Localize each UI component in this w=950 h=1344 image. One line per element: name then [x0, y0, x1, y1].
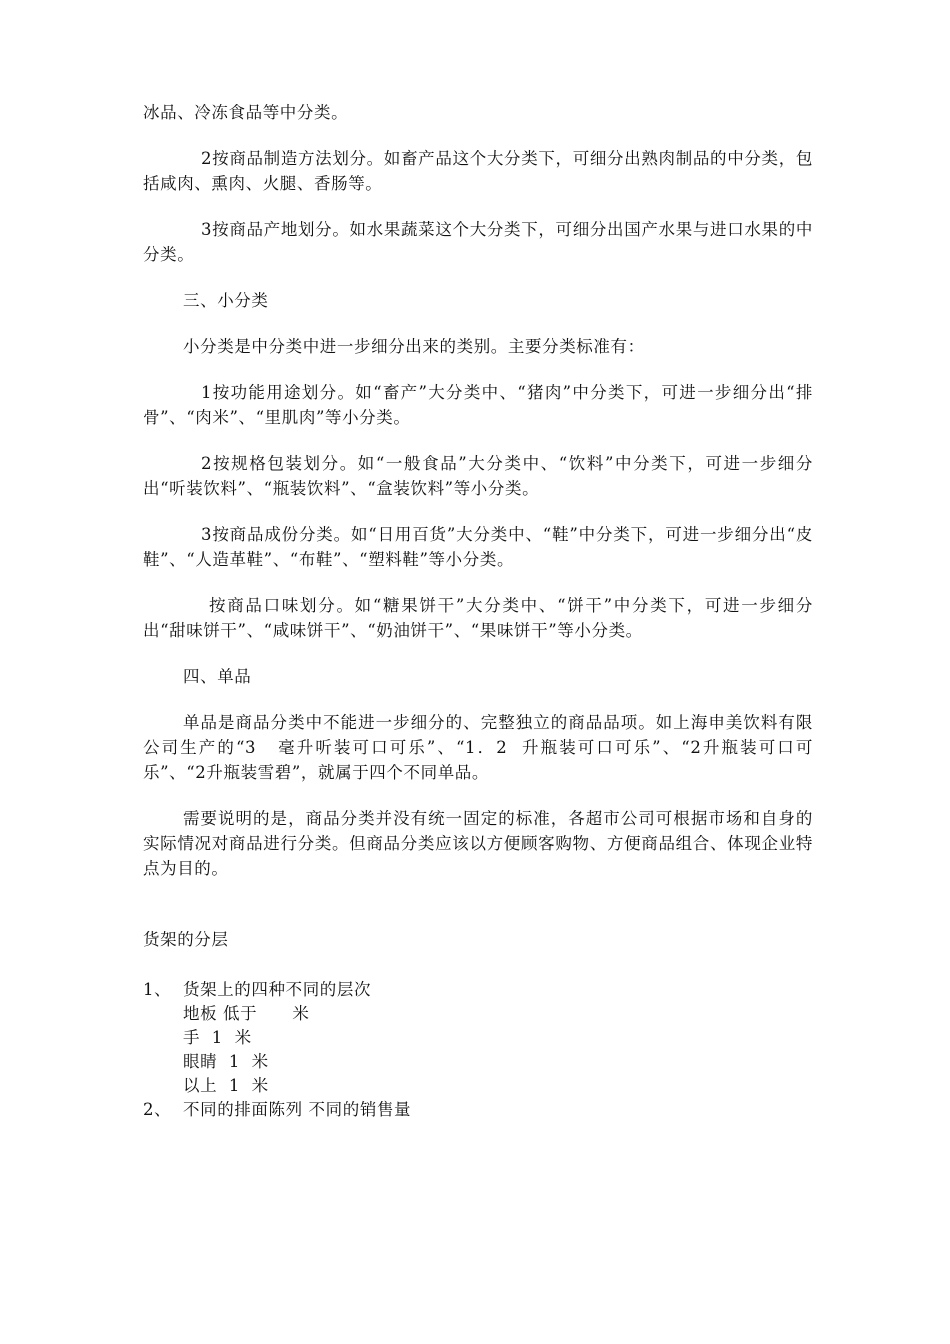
paragraph-manufacturing-method: 2按商品制造方法划分。如畜产品这个大分类下，可细分出熟肉制品的中分类，包括咸肉、熏肉、火腿、香肠等。 [143, 149, 813, 193]
shelf-layer-title: 货架的分层 [143, 930, 229, 949]
list-item-number: 1、 [143, 980, 172, 999]
paragraph-note: 需要说明的是，商品分类并没有统一固定的标准，各超市公司可根据市场和自身的实际情况对商品进行分类。但商品分类应该以方便顾客购物、方便商品组合、体现企业特点为目的。 [143, 809, 813, 878]
paragraph-spec-packaging: 2按规格包装划分。如“一般食品”大分类中、“饮料”中分类下，可进一步细分出“听装饮料”、“瓶装饮料”、“盒装饮料”等小分类。 [143, 454, 813, 498]
sub-item-above: 以上 1 米 [183, 1076, 269, 1095]
list-item-text: 货架上的四种不同的层次 [183, 980, 372, 999]
sub-item-hand: 手 1 米 [183, 1028, 252, 1047]
section-heading-small-category: 三、小分类 [183, 291, 269, 310]
paragraph-function-use: 1按功能用途划分。如“畜产”大分类中、“猪肉”中分类下，可进一步细分出“排骨”、“肉米”、“里肌肉”等小分类。 [143, 383, 813, 427]
paragraph-origin: 3按商品产地划分。如水果蔬菜这个大分类下，可细分出国产水果与进口水果的中分类。 [143, 220, 813, 264]
shelf-layer-list [143, 978, 813, 1122]
list-item-text: 不同的排面陈列 不同的销售量 [183, 1100, 412, 1119]
paragraph-continuation: 冰品、冷冻食品等中分类。 [143, 103, 349, 122]
list-item [143, 1098, 813, 1122]
list-item-number: 2、 [143, 1100, 172, 1119]
document-page [143, 100, 813, 1122]
paragraph-small-category-intro: 小分类是中分类中进一步细分出来的类别。主要分类标准有： [183, 337, 645, 356]
paragraph-flavor: 按商品口味划分。如“糖果饼干”大分类中、“饼干”中分类下，可进一步细分出“甜味饼干”、“咸味饼干”、“奶油饼干”、“果味饼干”等小分类。 [143, 596, 813, 640]
section-heading-single-item: 四、单品 [183, 667, 252, 686]
sub-item-eye: 眼睛 1 米 [183, 1052, 269, 1071]
paragraph-single-item: 单品是商品分类中不能进一步细分的、完整独立的商品品项。如上海申美饮料有限公司生产的“3 毫升听装可口可乐”、“1．2 升瓶装可口可乐”、“2升瓶装可口可乐”、“2升瓶装雪碧”，就属于四个不同单品。 [143, 713, 813, 782]
list-item [143, 978, 813, 1002]
paragraph-ingredient: 3按商品成份分类。如“日用百货”大分类中、“鞋”中分类下，可进一步细分出“皮鞋”、“人造革鞋”、“布鞋”、“塑料鞋”等小分类。 [143, 525, 813, 569]
sub-item-floor: 地板 低于 米 [183, 1004, 310, 1023]
